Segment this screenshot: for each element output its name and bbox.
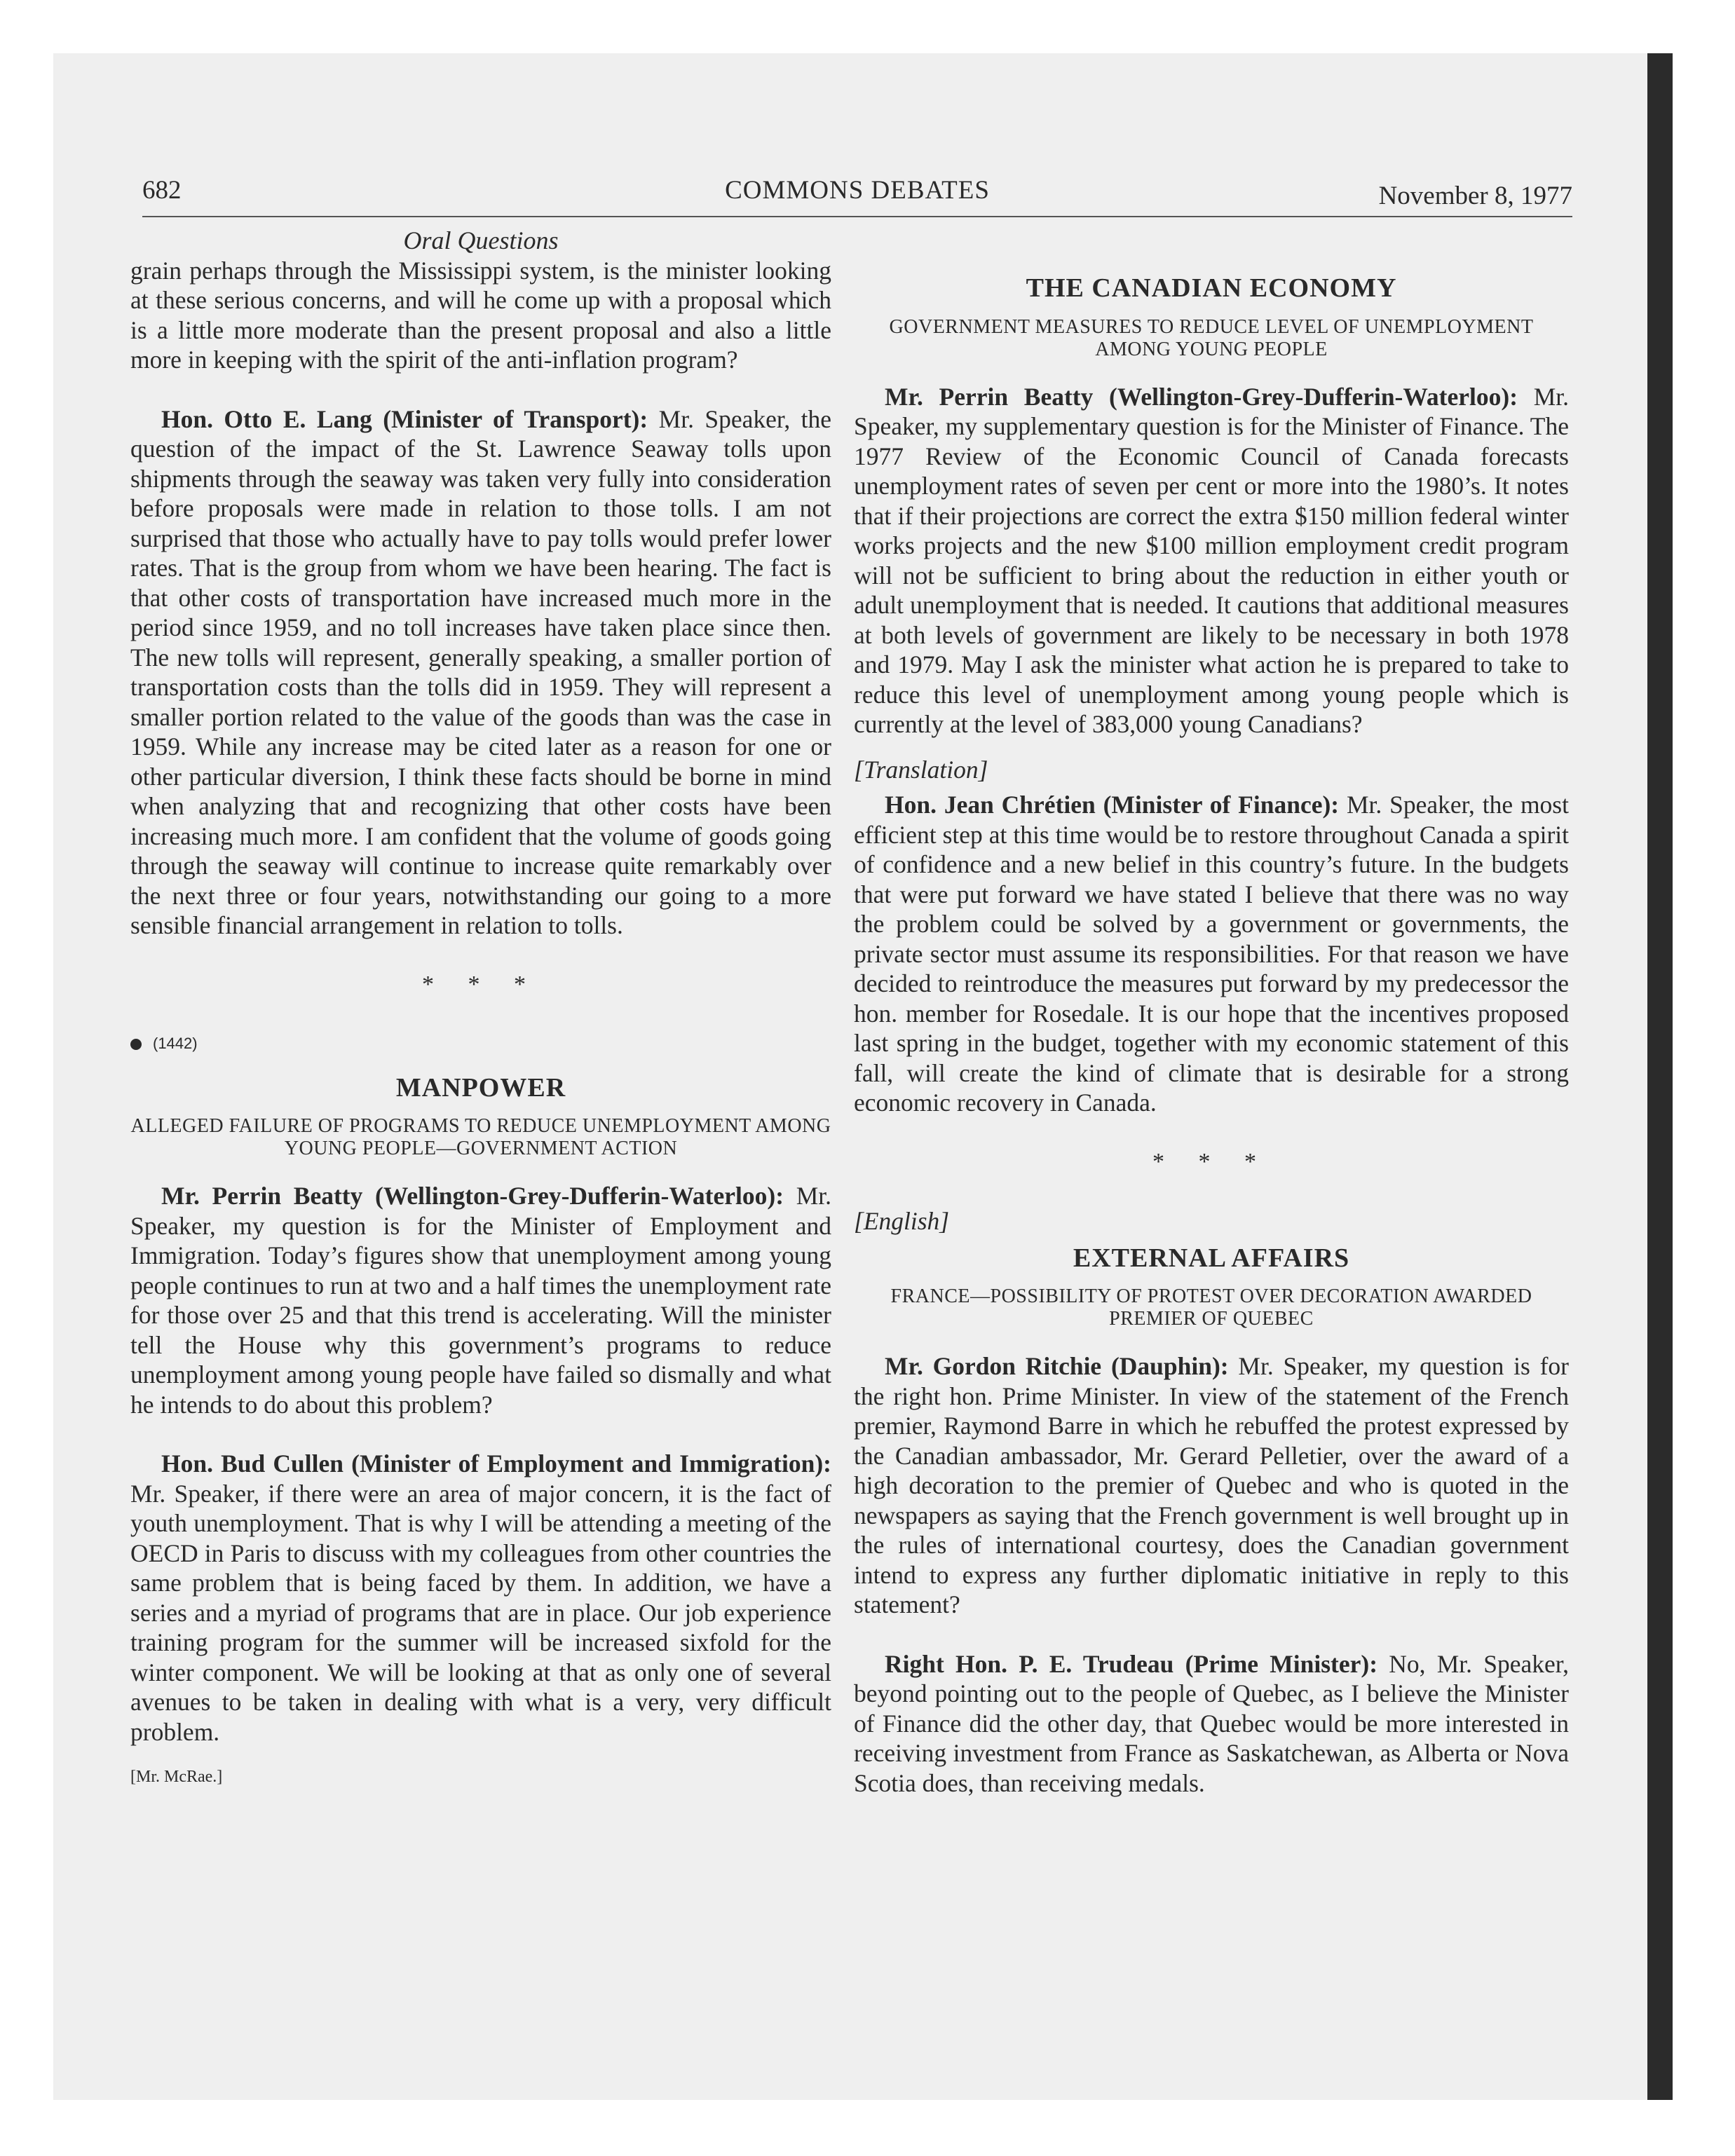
speech-chretien <box>854 790 1569 1118</box>
section-separator: * * * <box>1152 1148 1270 1175</box>
left-column <box>130 226 831 1792</box>
bullet-icon <box>130 1039 142 1050</box>
page-date: November 8, 1977 <box>1378 182 1572 210</box>
time-marker <box>130 1029 831 1059</box>
speech-text: Mr. Speaker, if there were an area of major concern, it is the fact of youth unemployment. That is why I will be attending a meeting of the OECD in Paris to discuss with my colleagues from other countries the same problem that is being faced by them. In addition, we have a series and a myriad of programs that are in place. Our job experience training program for the summer will be increased sixfold for the winter component. We will be looking at that as only one of several avenues to be taken in dealing with what is a very, very difficult problem. <box>130 1479 831 1746</box>
translation-tag: [Translation] <box>854 755 988 784</box>
speaker-name: Right Hon. P. E. Trudeau (Prime Minister): <box>885 1649 1378 1678</box>
section-subheading: ALLEGED FAILURE OF PROGRAMS TO REDUCE UNEMPLOYMENT AMONG YOUNG PEOPLE—GOVERNMENT ACTION <box>130 1115 831 1159</box>
speech-text: Mr. Speaker, the question of the impact of the St. Lawrence Seaway tolls upon shipments through the seaway was taken very fully into consideration before proposals were made in relation to those tolls. I am not surprised that those who actually have to pay tolls would prefer lower rates. That is the group from whom we have been hearing. The fact is that other costs of transportation have increased much more in the period since 1959, and no toll increases have taken place since then. The new tolls will represent, generally speaking, a smaller portion of transportation costs than the tolls did in 1959. They will represent a smaller portion related to the value of the goods than was the case in 1959. While any increase may be cited later as a reason for one or other particular diversion, I think these facts should be borne in mind when analyzing that and recognizing that other costs have been increasing much more. I am confident that the volume of goods going through the seaway will continue to increase quite remarkably over the next three or four years, notwithstanding our going to a more sensible financial arrangement in relation to tolls. <box>130 404 832 939</box>
right-column <box>854 266 1569 1798</box>
section-heading: MANPOWER <box>395 1072 566 1103</box>
scan-edge-bar <box>1647 53 1673 2100</box>
speaker-name: Mr. Perrin Beatty (Wellington-Grey-Dufferin-Waterloo): <box>161 1182 784 1210</box>
time-stamp: (1442) <box>153 1035 198 1052</box>
language-tag: [English] <box>854 1207 950 1235</box>
speech-text: No, Mr. Speaker, beyond pointing out to the people of Quebec, as I believe the Minister of Finance did the other day, that Quebec would be more interested in receiving investment from France as Saskatchewan, as Alberta or Nova Scotia does, than receiving medals. <box>854 1649 1570 1797</box>
section-heading: EXTERNAL AFFAIRS <box>1073 1243 1350 1273</box>
page-header <box>142 174 1572 217</box>
section-subheading: FRANCE—POSSIBILITY OF PROTEST OVER DECORATION AWARDED PREMIER OF QUEBEC <box>890 1285 1532 1330</box>
speech-text: Mr. Speaker, my question is for the Minister of Employment and Immigration. Today’s figures show that unemployment among young people continues to run at two and a half times the unemployment rate for those over 25 and that this trend is accelerating. Will the minister tell the House why this government’s programs to reduce unemployment among young people have failed so dismally and what he intends to do about this problem? <box>130 1182 832 1419</box>
speaker-name: Hon. Jean Chrétien (Minister of Finance): <box>885 791 1340 819</box>
speaker-name: Hon. Bud Cullen (Minister of Employment and Immigration): <box>161 1449 831 1478</box>
footer-note: [Mr. McRae.] <box>130 1768 223 1786</box>
page-number: 682 <box>142 176 182 205</box>
speech-cullen <box>130 1449 831 1747</box>
speaker-name: Hon. Otto E. Lang (Minister of Transport): <box>161 404 648 433</box>
speech-lang <box>130 404 831 941</box>
speaker-name: Mr. Perrin Beatty (Wellington-Grey-Dufferin-Waterloo): <box>885 382 1518 411</box>
speech-text: Mr. Speaker, the most efficient step at this time would be to restore throughout Canada a spirit of confidence and a new belief in this country’s future. In the budgets that were put forward we have stated I believe that there was no way the problem could be solved by a government or governments, the private sector must assume its responsibilities. For that reason we have decided to reintroduce the measures put forward by my predecessor the hon. member for Rosedale. It is our hope that the incentives proposed last spring in the budget, together with my economic statement of this fall, will create the kind of climate that is desirable for a strong economic recovery in Canada. <box>854 791 1569 1117</box>
section-separator: * * * <box>422 971 540 997</box>
speech-beatty <box>130 1181 831 1419</box>
speech-trudeau <box>854 1649 1569 1799</box>
speech-text: Mr. Speaker, my supplementary question is for the Minister of Finance. The 1977 Review of the Economic Council of Canada forecasts unemployment rates of seven per cent or more into the 1980’s. It notes that if their projections are correct the extra $150 million federal winter works projects and the new $100 million employment credit program will not be sufficient to bring about the reduction in either youth or adult unemployment that is needed. It cautions that additional measures at both levels of government are likely to be necessary in both 1978 and 1979. May I ask the minister what action he is prepared to take to reduce this level of unemployment among young people which is currently at the level of 383,000 young Canadians? <box>854 382 1570 738</box>
section-subheading: GOVERNMENT MEASURES TO REDUCE LEVEL OF UNEMPLOYMENT AMONG YOUNG PEOPLE <box>889 315 1534 360</box>
speaker-name: Mr. Gordon Ritchie (Dauphin): <box>885 1352 1229 1380</box>
paragraph: grain perhaps through the Mississippi system, is the minister looking at these serious concerns, and will he come up with a proposal which is a little more moderate than the present proposal and also a little more in keeping with the spirit of the anti-inflation program? <box>130 256 831 374</box>
section-heading: THE CANADIAN ECONOMY <box>1026 273 1397 303</box>
speech-text: Mr. Speaker, my question is for the right hon. Prime Minister. In view of the statement of the French premier, Raymond Barre in which he rebuffed the protest expressed by the Canadian ambassador, Mr. Gerard Pelletier, over the award of a high decoration to the premier of Quebec and who is quoted in the newspapers as saying that the French government is well brought up in the rules of international courtesy, does the Canadian government intend to express any further diplomatic initiative in reply to this statement? <box>854 1352 1570 1618</box>
speech-ritchie <box>854 1351 1569 1620</box>
publication-title: COMMONS DEBATES <box>725 176 990 205</box>
running-head: Oral Questions <box>403 226 559 254</box>
speech-beatty <box>854 382 1569 739</box>
